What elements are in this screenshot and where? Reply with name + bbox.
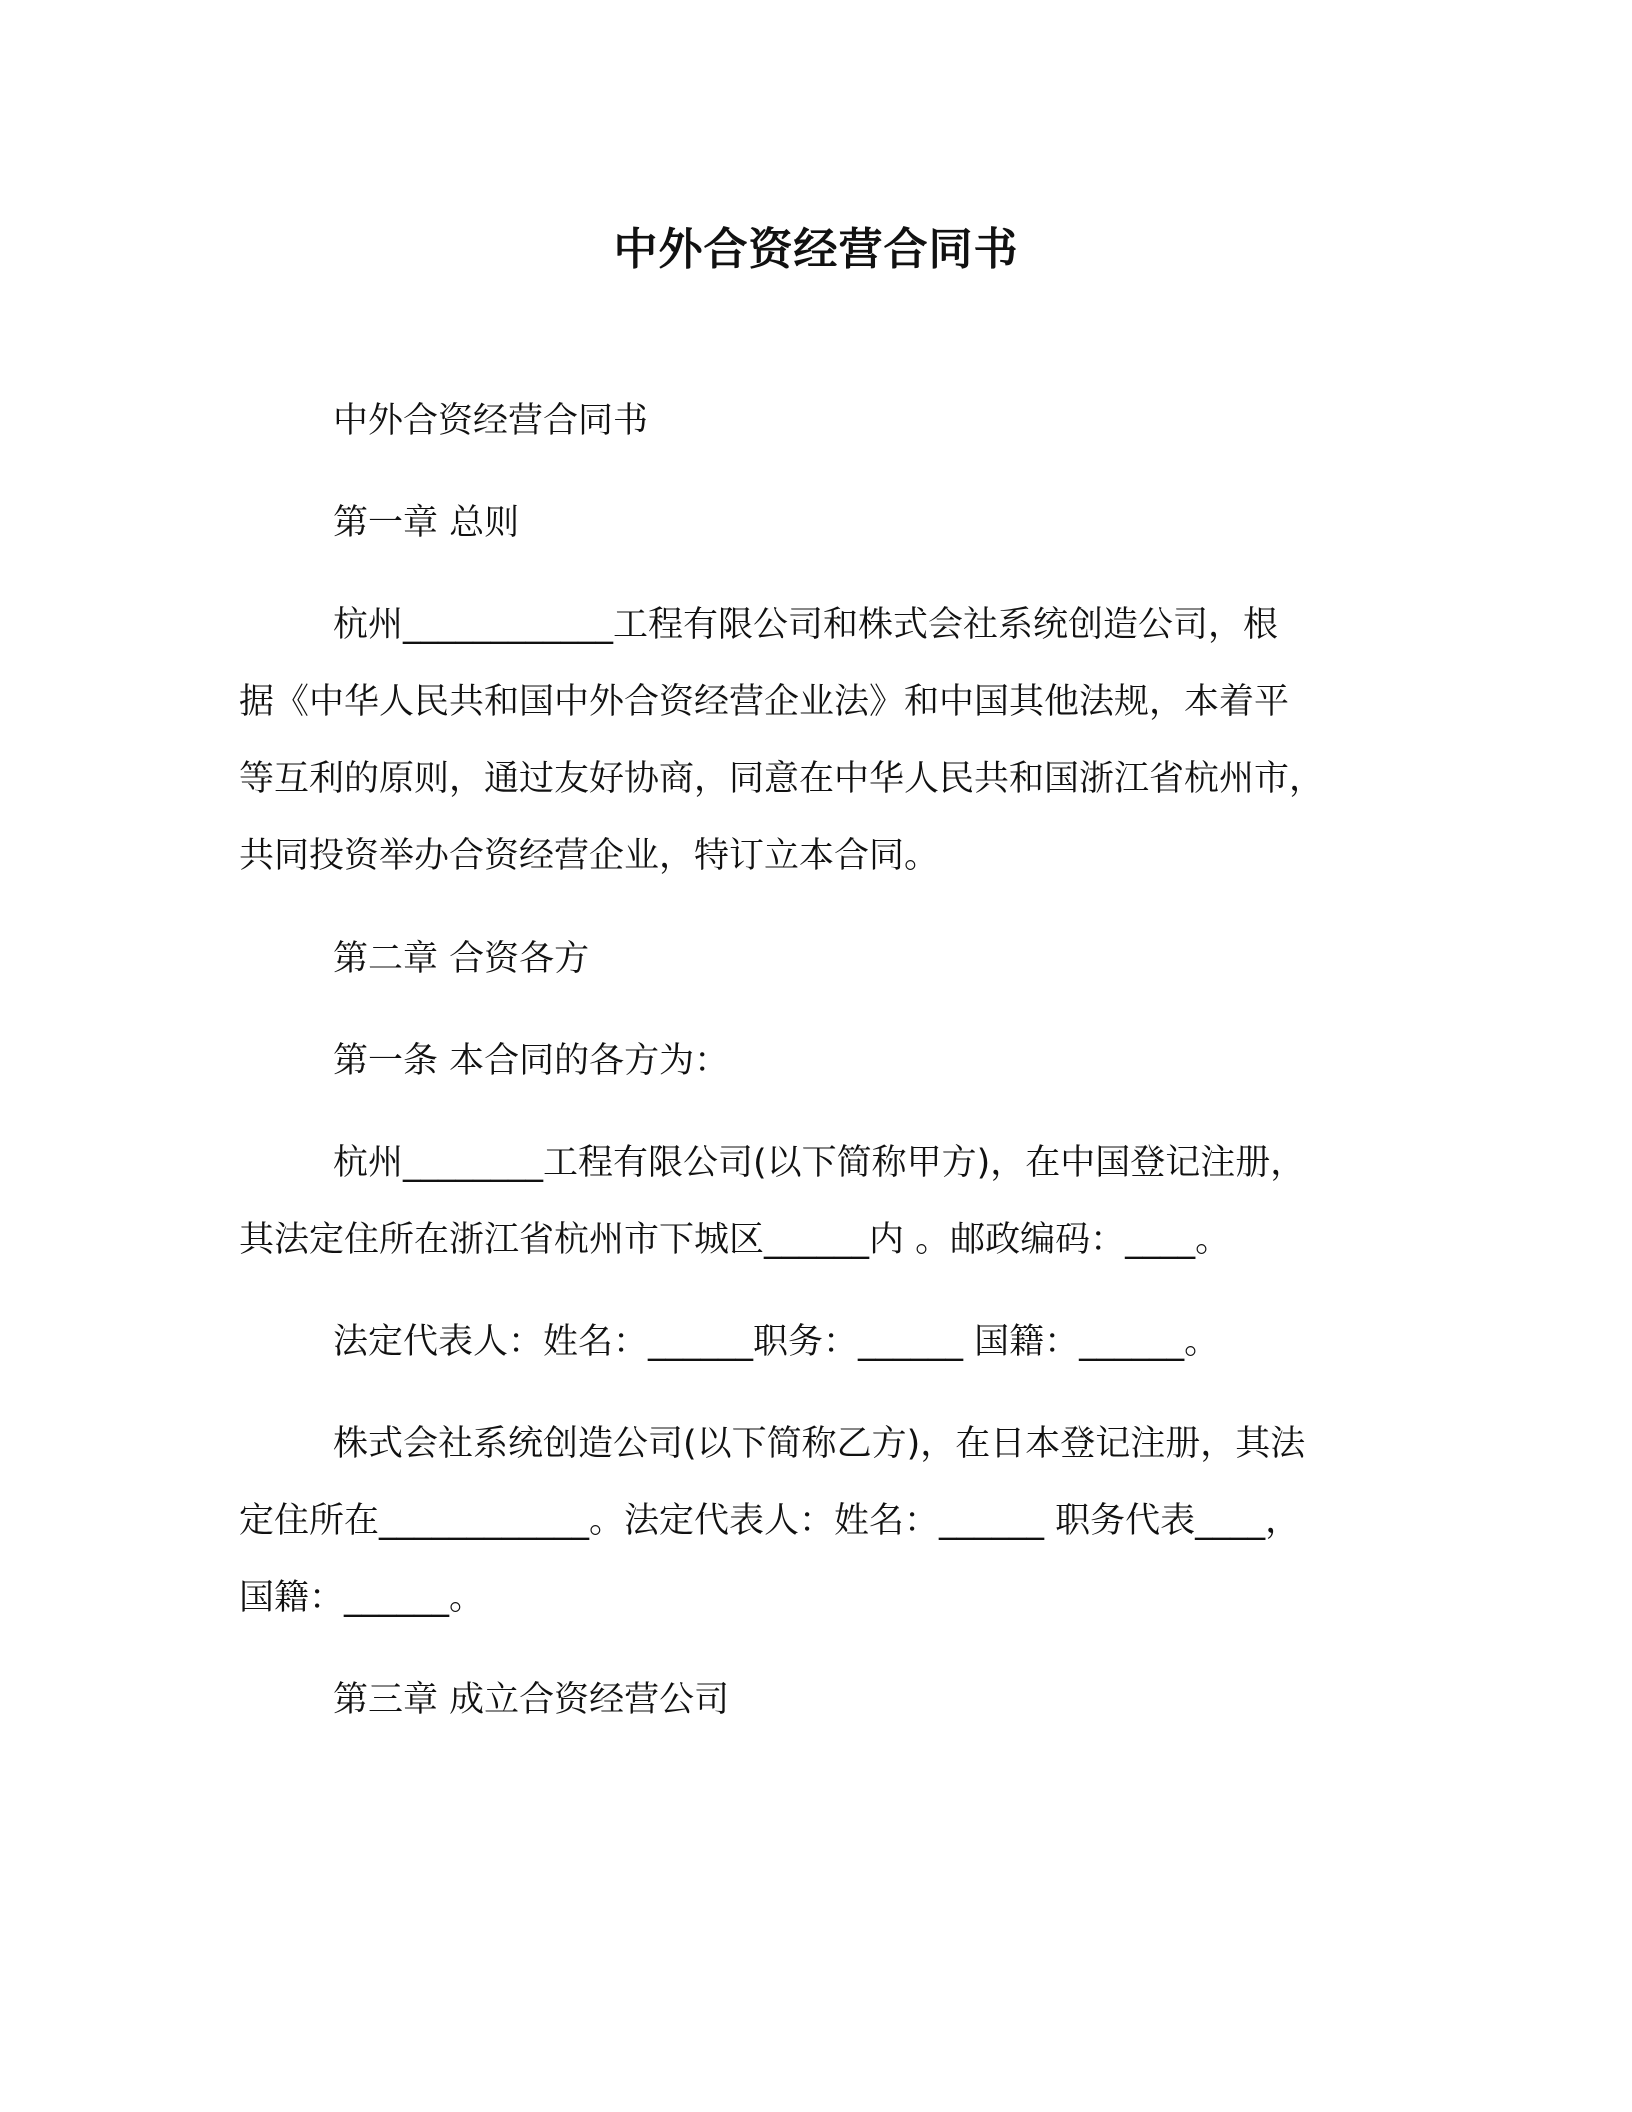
preamble-line-1: 杭州____________工程有限公司和株式会社系统创造公司，根 xyxy=(333,605,1279,645)
party-a-representative-line: 法定代表人：姓名：______职务：______ 国籍：______。 xyxy=(333,1322,1220,1362)
party-a-line-2: 其法定住所在浙江省杭州市下城区______内 。邮政编码：____。 xyxy=(239,1220,1231,1260)
preamble-line-3: 等互利的原则，通过友好协商，同意在中华人民共和国浙江省杭州市， xyxy=(239,759,1325,799)
subtitle-line: 中外合资经营合同书 xyxy=(333,401,649,441)
preamble-line-2: 据《中华人民共和国中外合资经营企业法》和中国其他法规，本着平 xyxy=(239,682,1290,722)
party-b-line-2: 定住所在____________。法定代表人：姓名：______ 职务代表____， xyxy=(239,1501,1301,1541)
chapter-3-heading: 第三章 成立合资经营公司 xyxy=(333,1680,730,1720)
chapter-2-heading: 第二章 合资各方 xyxy=(333,939,590,979)
party-a-line-1: 杭州________工程有限公司(以下简称甲方)，在中国登记注册， xyxy=(333,1143,1306,1183)
preamble-line-4: 共同投资举办合资经营企业，特订立本合同。 xyxy=(239,836,940,876)
party-b-line-1: 株式会社系统创造公司(以下简称乙方)，在日本登记注册，其法 xyxy=(333,1424,1306,1464)
article-1-heading: 第一条 本合同的各方为： xyxy=(333,1041,730,1081)
chapter-1-heading: 第一章 总则 xyxy=(333,503,520,543)
document-title: 中外合资经营合同书 xyxy=(613,224,1019,275)
party-b-line-3: 国籍：______。 xyxy=(239,1578,485,1618)
